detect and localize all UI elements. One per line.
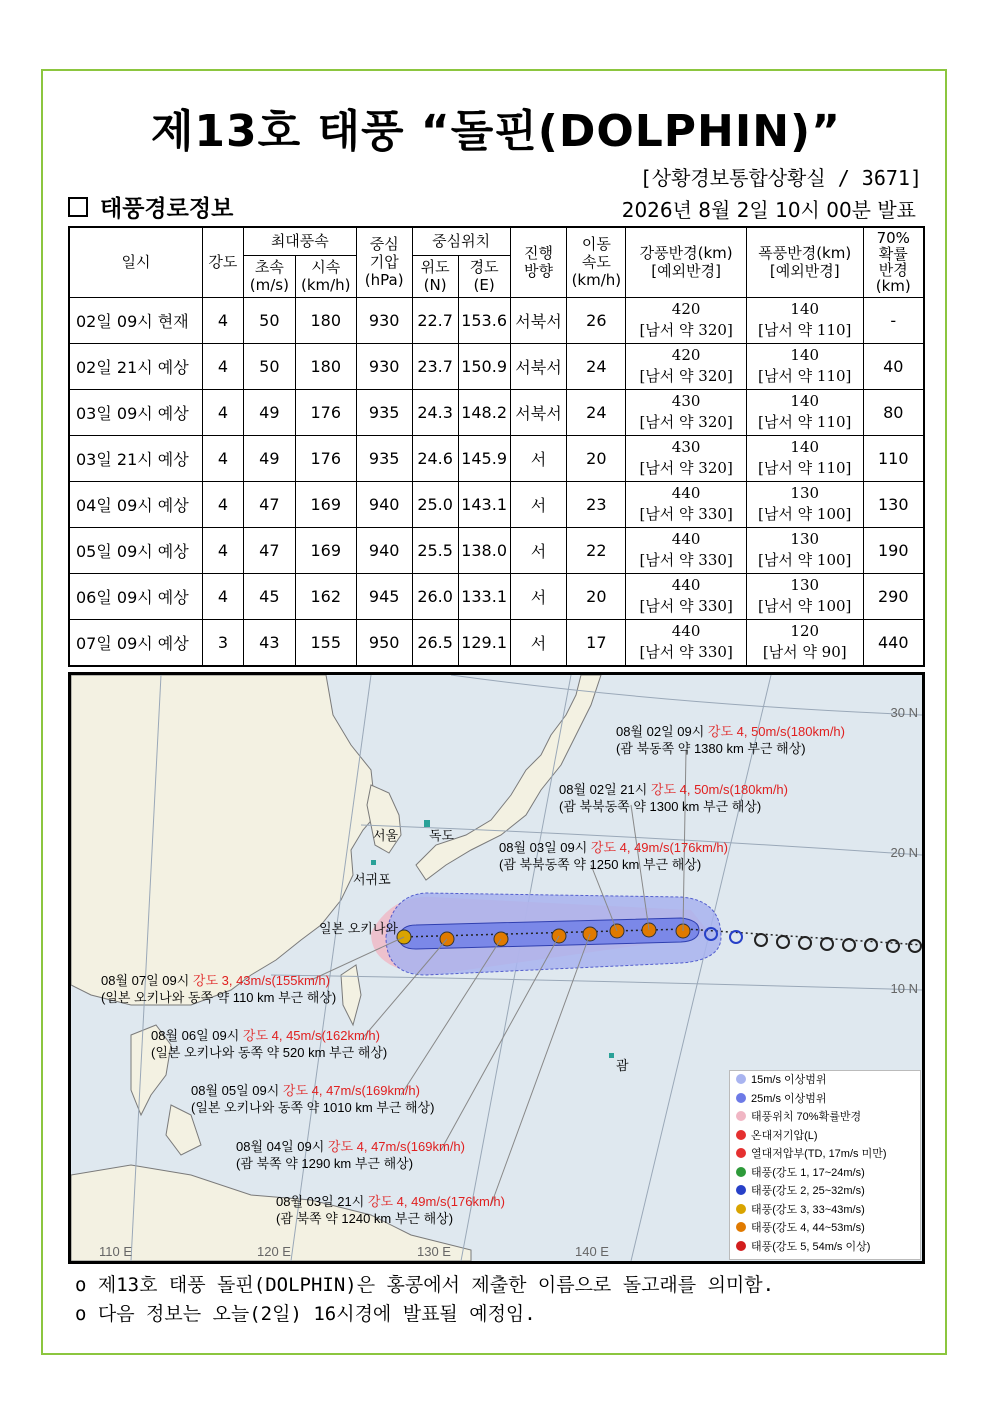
callout-location: (괌 북동쪽 약 1380 km 부근 해상) — [616, 741, 806, 756]
legend-label: 열대저압부(TD, 17m/s 미만) — [751, 1148, 887, 1160]
legend-item — [730, 1090, 920, 1109]
callout-intensity: 강도 4, 47m/s(169km/h) — [282, 1083, 420, 1098]
storm-radius-exception: [남서 약 100] — [758, 597, 852, 615]
legend-swatch-icon — [736, 1148, 746, 1158]
cell-datetime: 03일 21시 예상 — [69, 435, 202, 481]
gale-radius-exception: [남서 약 320] — [639, 459, 733, 477]
cell-prob70: 440 — [863, 619, 924, 666]
cell-lat: 26.5 — [412, 619, 458, 666]
cell-direction: 서 — [510, 619, 567, 666]
section-heading — [68, 190, 233, 223]
cell-speed: 24 — [567, 389, 626, 435]
lat-label-30n: 30 N — [890, 705, 918, 720]
legend-label: 태풍(강도 1, 17~24m/s) — [751, 1166, 865, 1179]
legend-swatch-icon — [736, 1222, 746, 1232]
storm-radius-exception: [남서 약 110] — [758, 413, 852, 431]
typhoon-track-table — [68, 226, 925, 667]
legend-swatch-icon — [736, 1074, 746, 1084]
cell-pressure: 930 — [356, 343, 412, 389]
legend-label: 온대저기압(L) — [751, 1129, 818, 1142]
cell-lat: 24.3 — [412, 389, 458, 435]
callout-location: (일본 오키나와 동쪽 약 520 km 부근 해상) — [151, 1045, 388, 1060]
issued-time: 2026년 8월 2일 10시 00분 발표 — [621, 198, 916, 222]
table-row — [69, 297, 924, 343]
table-row — [69, 619, 924, 666]
header-storm-radius: 폭풍반경(km) [예외반경] — [746, 227, 863, 297]
cell-gale-radius — [626, 527, 747, 573]
cell-pressure: 940 — [356, 481, 412, 527]
cell-lon: 148.2 — [458, 389, 510, 435]
header-wind-ms: 초속 (m/s) — [243, 255, 295, 297]
gale-radius-value: 420 — [671, 346, 701, 364]
cell-datetime: 05일 09시 예상 — [69, 527, 202, 573]
storm-radius-exception: [남서 약 90] — [762, 643, 847, 661]
cell-storm-radius — [746, 343, 863, 389]
cell-datetime: 06일 09시 예상 — [69, 573, 202, 619]
page-title: 제13호 태풍 “돌핀(DOLPHIN)” — [150, 106, 842, 157]
header-max-wind: 최대풍속 — [243, 227, 356, 255]
storm-radius-value: 130 — [790, 530, 820, 548]
cell-speed: 17 — [567, 619, 626, 666]
cell-wind-kmh: 155 — [295, 619, 356, 666]
cell-speed: 20 — [567, 573, 626, 619]
cell-gale-radius — [626, 389, 747, 435]
cell-lon: 150.9 — [458, 343, 510, 389]
callout-time: 08월 02일 21시 — [559, 782, 651, 797]
legend-label: 태풍(강도 3, 33~43m/s) — [751, 1203, 865, 1216]
cell-prob70: 110 — [863, 435, 924, 481]
cell-gale-radius — [626, 481, 747, 527]
lat-label-20n: 20 N — [890, 845, 918, 860]
cell-wind-ms: 45 — [243, 573, 295, 619]
guam-marker — [609, 1053, 614, 1058]
callout-location: (일본 오키나와 동쪽 약 1010 km 부근 해상) — [191, 1100, 435, 1115]
cell-intensity: 4 — [202, 573, 243, 619]
callout-location: (괌 북북동쪽 약 1250 km 부근 해상) — [499, 857, 702, 872]
checkbox-icon — [68, 197, 88, 217]
cell-lat: 22.7 — [412, 297, 458, 343]
table-row — [69, 573, 924, 619]
legend-swatch-icon — [736, 1241, 746, 1251]
callout-location: (괌 북쪽 약 1240 km 부근 해상) — [276, 1211, 454, 1226]
callout-2 — [499, 839, 728, 873]
legend-swatch-icon — [736, 1185, 746, 1195]
cell-wind-ms: 50 — [243, 343, 295, 389]
cell-intensity: 3 — [202, 619, 243, 666]
callout-0 — [616, 723, 845, 757]
header-pressure: 중심 기압 (hPa) — [356, 227, 412, 297]
cell-wind-kmh: 180 — [295, 297, 356, 343]
table-body — [69, 297, 924, 666]
cell-lat: 25.5 — [412, 527, 458, 573]
storm-radius-exception: [남서 약 100] — [758, 505, 852, 523]
legend-item — [730, 1182, 920, 1201]
callout-1 — [559, 781, 788, 815]
cell-intensity: 4 — [202, 389, 243, 435]
cell-gale-radius — [626, 619, 747, 666]
gale-radius-value: 420 — [671, 300, 701, 318]
header-datetime: 일시 — [69, 227, 202, 297]
legend-item — [730, 1238, 920, 1257]
cell-wind-ms: 47 — [243, 481, 295, 527]
callout-4 — [151, 1027, 387, 1061]
callout-intensity: 강도 4, 50m/s(180km/h) — [650, 782, 788, 797]
cell-storm-radius — [746, 297, 863, 343]
cell-lat: 26.0 — [412, 573, 458, 619]
table-row — [69, 389, 924, 435]
storm-radius-exception: [남서 약 110] — [758, 459, 852, 477]
cell-storm-radius — [746, 389, 863, 435]
legend-label: 태풍위치 70%확률반경 — [751, 1111, 862, 1123]
gale-radius-exception: [남서 약 330] — [639, 551, 733, 569]
header-intensity: 강도 — [202, 227, 243, 297]
cell-lat: 23.7 — [412, 343, 458, 389]
legend-label: 태풍(강도 4, 44~53m/s) — [751, 1222, 865, 1234]
legend-label: 15m/s 이상범위 — [751, 1074, 827, 1086]
header-direction: 진행 방향 — [510, 227, 567, 297]
cell-wind-kmh: 169 — [295, 527, 356, 573]
cell-datetime: 02일 09시 현재 — [69, 297, 202, 343]
cell-lon: 133.1 — [458, 573, 510, 619]
cell-storm-radius — [746, 573, 863, 619]
place-seogwipo: 서귀포 — [353, 872, 391, 887]
gale-radius-exception: [남서 약 320] — [639, 413, 733, 431]
storm-radius-exception: [남서 약 100] — [758, 551, 852, 569]
legend-item — [730, 1164, 920, 1183]
callout-6 — [236, 1138, 465, 1172]
callout-intensity: 강도 4, 50m/s(180km/h) — [707, 724, 845, 739]
callout-intensity: 강도 3, 43m/s(155km/h) — [192, 973, 330, 988]
legend-swatch-icon — [736, 1093, 746, 1103]
legend-item — [730, 1108, 920, 1127]
legend-item — [730, 1071, 920, 1090]
cell-wind-ms: 43 — [243, 619, 295, 666]
cell-direction: 서 — [510, 435, 567, 481]
cell-pressure: 945 — [356, 573, 412, 619]
cell-speed: 23 — [567, 481, 626, 527]
cell-lon: 138.0 — [458, 527, 510, 573]
storm-radius-exception: [남서 약 110] — [758, 367, 852, 385]
legend-item — [730, 1127, 920, 1146]
cell-storm-radius — [746, 619, 863, 666]
place-guam: 괌 — [616, 1058, 629, 1073]
callout-time: 08월 06일 09시 — [151, 1028, 243, 1043]
cell-pressure: 935 — [356, 435, 412, 481]
storm-radius-value: 140 — [790, 300, 820, 318]
storm-radius-value: 140 — [790, 438, 820, 456]
legend-label: 25m/s 이상범위 — [751, 1092, 827, 1105]
storm-radius-value: 140 — [790, 392, 820, 410]
cell-prob70: 190 — [863, 527, 924, 573]
cell-wind-kmh: 176 — [295, 389, 356, 435]
cell-lat: 24.6 — [412, 435, 458, 481]
gale-radius-exception: [남서 약 330] — [639, 643, 733, 661]
cell-pressure: 930 — [356, 297, 412, 343]
cell-wind-ms: 47 — [243, 527, 295, 573]
table-row — [69, 481, 924, 527]
gale-radius-value: 440 — [671, 576, 701, 594]
legend-swatch-icon — [736, 1111, 746, 1121]
map-legend — [729, 1070, 921, 1260]
header-prob70: 70% 확률 반경 (km) — [863, 227, 924, 297]
cell-prob70: 40 — [863, 343, 924, 389]
cell-lon: 129.1 — [458, 619, 510, 666]
cell-wind-kmh: 180 — [295, 343, 356, 389]
cell-intensity: 4 — [202, 297, 243, 343]
cell-prob70: - — [863, 297, 924, 343]
cell-datetime: 04일 09시 예상 — [69, 481, 202, 527]
cell-speed: 26 — [567, 297, 626, 343]
cell-speed: 20 — [567, 435, 626, 481]
place-dokdo: 독도 — [429, 828, 455, 843]
seogwipo-marker — [371, 860, 376, 865]
cell-direction: 서 — [510, 481, 567, 527]
callout-3 — [101, 972, 336, 1006]
gale-radius-exception: [남서 약 330] — [639, 597, 733, 615]
cell-wind-kmh: 176 — [295, 435, 356, 481]
cell-gale-radius — [626, 343, 747, 389]
cell-lon: 143.1 — [458, 481, 510, 527]
callout-time: 08월 05일 09시 — [191, 1083, 283, 1098]
cell-prob70: 130 — [863, 481, 924, 527]
cell-intensity: 4 — [202, 527, 243, 573]
cell-gale-radius — [626, 435, 747, 481]
storm-radius-value: 120 — [790, 622, 820, 640]
storm-radius-exception: [남서 약 110] — [758, 321, 852, 339]
gale-radius-value: 440 — [671, 622, 701, 640]
callout-location: (일본 오키나와 동쪽 약 110 km 부근 해상) — [101, 990, 337, 1005]
cell-datetime: 07일 09시 예상 — [69, 619, 202, 666]
callout-time: 08월 02일 09시 — [616, 724, 708, 739]
cell-gale-radius — [626, 297, 747, 343]
legend-swatch-icon — [736, 1204, 746, 1214]
callout-intensity: 강도 4, 45m/s(162km/h) — [242, 1028, 380, 1043]
callout-intensity: 강도 4, 49m/s(176km/h) — [367, 1194, 505, 1209]
cell-lat: 25.0 — [412, 481, 458, 527]
cell-datetime: 03일 09시 예상 — [69, 389, 202, 435]
cell-wind-ms: 50 — [243, 297, 295, 343]
cell-datetime: 02일 21시 예상 — [69, 343, 202, 389]
cell-wind-ms: 49 — [243, 389, 295, 435]
cell-pressure: 935 — [356, 389, 412, 435]
header-speed: 이동 속도 (km/h) — [567, 227, 626, 297]
gale-radius-exception: [남서 약 320] — [639, 367, 733, 385]
gale-radius-value: 440 — [671, 484, 701, 502]
legend-swatch-icon — [736, 1130, 746, 1140]
gale-radius-value: 430 — [671, 438, 701, 456]
track-map — [68, 672, 925, 1264]
header-gale-radius: 강풍반경(km) [예외반경] — [626, 227, 747, 297]
table-row — [69, 343, 924, 389]
department-label: [상황경보통합상황실 / 3671] — [639, 166, 922, 190]
cell-speed: 22 — [567, 527, 626, 573]
legend-label: 태풍(강도 5, 54m/s 이상) — [751, 1240, 871, 1253]
cell-storm-radius — [746, 481, 863, 527]
cell-gale-radius — [626, 573, 747, 619]
cell-direction: 서북서 — [510, 297, 567, 343]
note-1: o 제13호 태풍 돌핀(DOLPHIN)은 홍콩에서 제출한 이름으로 돌고래를 의미함. — [75, 1274, 775, 1296]
storm-radius-value: 130 — [790, 576, 820, 594]
callout-7 — [276, 1193, 505, 1227]
cell-storm-radius — [746, 435, 863, 481]
cell-lon: 145.9 — [458, 435, 510, 481]
cell-direction: 서북서 — [510, 389, 567, 435]
legend-swatch-icon — [736, 1167, 746, 1177]
gale-radius-value: 430 — [671, 392, 701, 410]
cell-intensity: 4 — [202, 343, 243, 389]
section-title: 태풍경로정보 — [100, 196, 234, 222]
legend-item — [730, 1201, 920, 1220]
lon-label-140e: 140 E — [575, 1244, 609, 1259]
place-seoul: 서울 — [373, 828, 399, 843]
header-wind-kmh: 시속 (km/h) — [295, 255, 356, 297]
cell-intensity: 4 — [202, 435, 243, 481]
cell-storm-radius — [746, 527, 863, 573]
lat-label-10n: 10 N — [890, 981, 918, 996]
cell-direction: 서 — [510, 527, 567, 573]
legend-item — [730, 1145, 920, 1164]
cell-wind-kmh: 169 — [295, 481, 356, 527]
legend-item — [730, 1219, 920, 1238]
storm-radius-value: 130 — [790, 484, 820, 502]
cell-lon: 153.6 — [458, 297, 510, 343]
lon-label-130e: 130 E — [417, 1244, 451, 1259]
cell-intensity: 4 — [202, 481, 243, 527]
callout-location: (괌 북북동쪽 약 1300 km 부근 해상) — [559, 799, 762, 814]
cell-wind-ms: 49 — [243, 435, 295, 481]
note-2: o 다음 정보는 오늘(2일) 16시경에 발표될 예정임. — [75, 1303, 536, 1325]
cell-prob70: 80 — [863, 389, 924, 435]
table-row — [69, 435, 924, 481]
gale-radius-exception: [남서 약 330] — [639, 505, 733, 523]
callout-intensity: 강도 4, 49m/s(176km/h) — [590, 840, 728, 855]
callout-time: 08월 04일 09시 — [236, 1139, 328, 1154]
cell-direction: 서 — [510, 573, 567, 619]
table-row — [69, 527, 924, 573]
callout-time: 08월 03일 21시 — [276, 1194, 368, 1209]
header-lat: 위도 (N) — [412, 255, 458, 297]
cell-pressure: 940 — [356, 527, 412, 573]
lon-label-120e: 120 E — [257, 1244, 291, 1259]
storm-radius-value: 140 — [790, 346, 820, 364]
lon-label-110e: 110 E — [99, 1244, 133, 1259]
callout-time: 08월 07일 09시 — [101, 973, 193, 988]
callout-time: 08월 03일 09시 — [499, 840, 591, 855]
header-lon: 경도 (E) — [458, 255, 510, 297]
header-center: 중심위치 — [412, 227, 510, 255]
callout-location: (괌 북쪽 약 1290 km 부근 해상) — [236, 1156, 414, 1171]
cell-speed: 24 — [567, 343, 626, 389]
gale-radius-exception: [남서 약 320] — [639, 321, 733, 339]
cell-prob70: 290 — [863, 573, 924, 619]
cell-pressure: 950 — [356, 619, 412, 666]
callout-intensity: 강도 4, 47m/s(169km/h) — [327, 1139, 465, 1154]
callout-5 — [191, 1082, 434, 1116]
gale-radius-value: 440 — [671, 530, 701, 548]
cell-direction: 서북서 — [510, 343, 567, 389]
place-okinawa: 일본 오키나와 — [319, 921, 398, 936]
cell-wind-kmh: 162 — [295, 573, 356, 619]
legend-label: 태풍(강도 2, 25~32m/s) — [751, 1185, 865, 1197]
